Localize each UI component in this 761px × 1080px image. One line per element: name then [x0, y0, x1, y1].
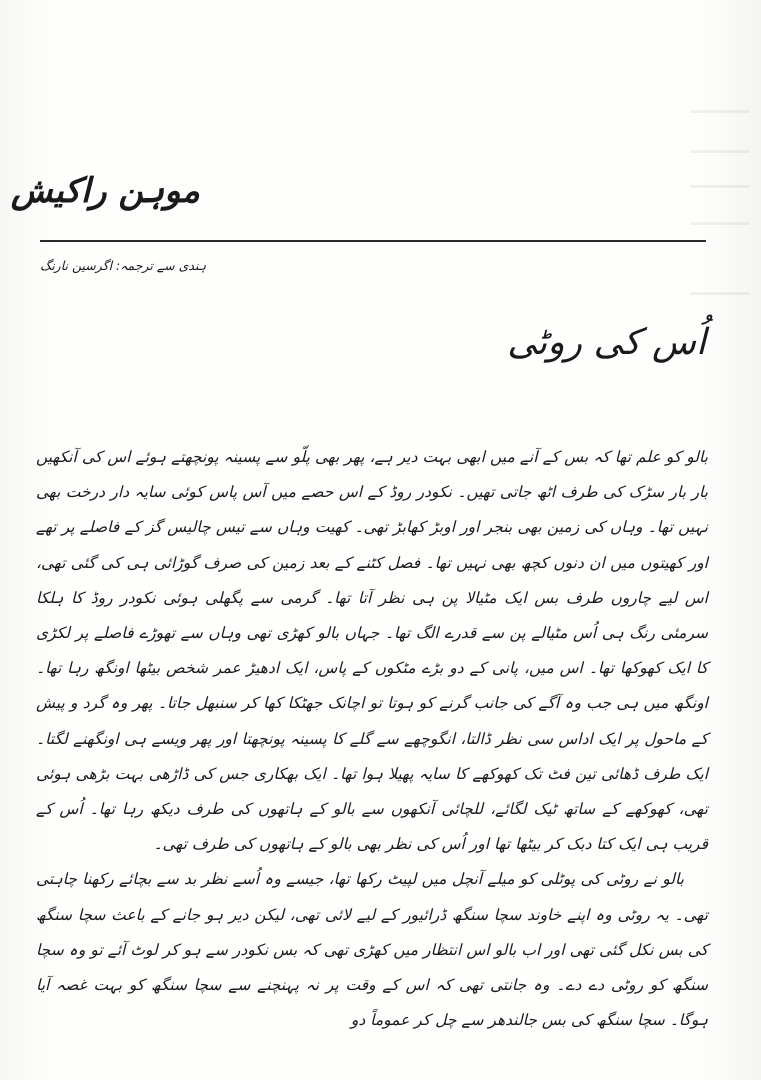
- bleed-through-mark: [690, 185, 750, 188]
- bleed-through-mark: [690, 292, 750, 295]
- bleed-through-mark: [690, 110, 750, 113]
- bleed-through-mark: [690, 222, 750, 225]
- translator-credit: ہندی سے ترجمہ: اگرسین نارنگ: [40, 258, 207, 273]
- story-title: اُس کی روٹی: [507, 322, 706, 363]
- body-paragraph: بالو نے روٹی کی پوٹلی کو میلے آنچل میں لپیٹ رکھا تھا، جیسے وہ اُسے نظر بد سے بچائے رکھنا چاہتی تھی۔ یہ روٹی وہ اپنے خاوند سچا سنگھ ڈرائیور کے لیے لائی تھی، لیکن دیر ہو جانے کے باعث سچا سنگھ کی بس نکل گئی تھی اور اب بالو اس انتظار میں کھڑی تھی کہ بس نکودر سے ہو کر لوٹ آئے تو وہ سچا سنگھ کو روٹی دے دے۔ وہ جانتی تھی کہ اس کے وقت پر نہ پہنچنے سے سچا سنگھ کو بہت غصہ آیا ہوگا۔ سچا سنگھ کی بس جالندھر سے چل کر عموماً دو: [36, 870, 708, 1030]
- story-body: [36, 440, 708, 1038]
- bleed-through-mark: [690, 150, 750, 153]
- author-name: موہن راکیش: [10, 171, 200, 211]
- body-paragraph: بالو کو علم تھا کہ بس کے آنے میں ابھی بہت دیر ہے، پھر بھی پلّو سے پسینہ پونچھتے ہوئے اس کی آنکھیں بار بار سڑک کی طرف اٹھ جاتی تھیں۔ نکودر روڈ کے اس حصے میں آس پاس کوئی سایہ دار درخت بھی نہیں تھا۔ وہاں کی زمین بھی بنجر اور اوبڑ کھابڑ تھی۔ کھیت وہاں سے تیس چالیس گز کے فاصلے پر تھے اور کھیتوں میں ان دنوں کچھ بھی نہیں تھا۔ فصل کٹنے کے بعد زمین کی صرف گوڑائی ہی کی گئی تھی، اس لیے چاروں طرف بس ایک مٹیالا پن ہی نظر آتا تھا۔ گرمی سے پگھلی ہوئی نکودر روڈ کا ہلکا سرمئی رنگ ہی اُس مٹیالے پن سے قدرے الگ تھا۔ جہاں بالو کھڑی تھی وہاں سے تھوڑے فاصلے پر لکڑی کا ایک کھوکھا تھا۔ اس میں، پانی کے دو بڑے مٹکوں کے پاس، ایک ادھیڑ عمر شخص بیٹھا اونگھ رہا تھا۔ اونگھ میں ہی جب وہ آگے کی جانب گرنے کو ہوتا تو اچانک جھٹکا کھا کر سنبھل جاتا۔ پھر وہ گرد و پیش کے ماحول پر ایک اداس سی نظر ڈالتا، انگوچھے سے گلے کا پسینہ پونچھتا اور پھر ویسے ہی اونگھنے لگتا۔ ایک طرف ڈھائی تین فٹ تک کھوکھے کا سایہ پھیلا ہوا تھا۔ ایک بھکاری جس کی ڈاڑھی بہت بڑھی ہوئی تھی، کھوکھے کے ساتھ ٹیک لگائے، للچائی آنکھوں سے بالو کے ہاتھوں کی طرف دیکھ رہا تھا۔ اُس کے قریب ہی ایک کتا دبک کر بیٹھا تھا اور اُس کی نظر بھی بالو کے ہاتھوں کی طرف تھی۔: [36, 448, 708, 854]
- header-divider: [40, 240, 706, 242]
